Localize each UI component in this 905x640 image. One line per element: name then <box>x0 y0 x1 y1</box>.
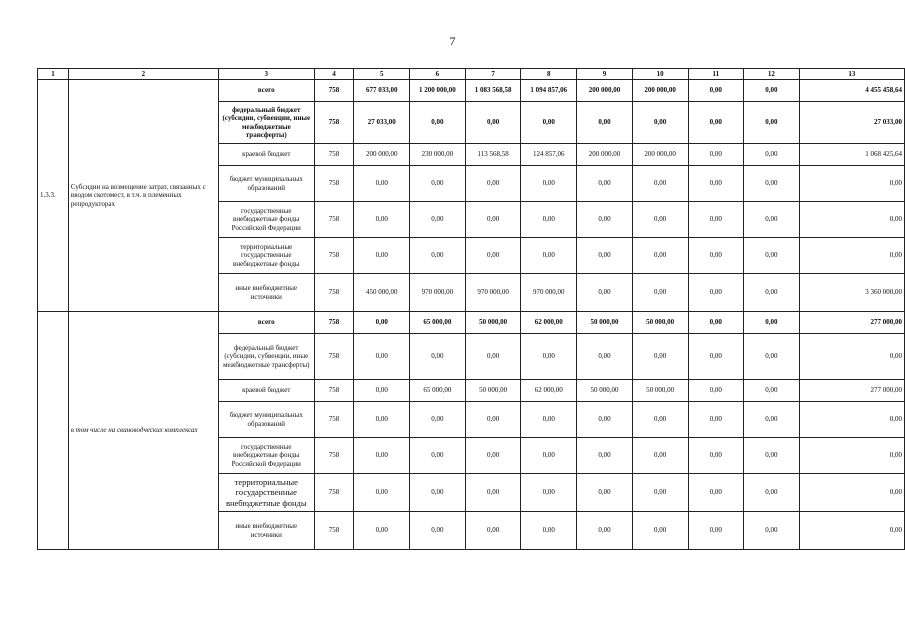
amount-cell: 0,00 <box>465 102 521 144</box>
amount-cell: 0,00 <box>521 238 577 274</box>
amount-cell: 0,00 <box>410 166 466 202</box>
amount-cell: 0,00 <box>688 274 744 312</box>
funding-source: территориальные государственные внебюджетные фонды <box>218 474 314 512</box>
amount-cell: 0,00 <box>354 438 410 474</box>
amount-cell: 200 000,00 <box>577 80 633 102</box>
page-number: 7 <box>449 34 456 48</box>
amount-cell: 0,00 <box>521 402 577 438</box>
amount-cell: 0,00 <box>744 402 800 438</box>
amount-cell: 0,00 <box>465 202 521 238</box>
column-header: 6 <box>410 69 466 80</box>
amount-cell: 0,00 <box>688 402 744 438</box>
amount-cell: 0,00 <box>744 438 800 474</box>
amount-cell: 0,00 <box>744 380 800 402</box>
amount-cell: 0,00 <box>632 274 688 312</box>
amount-cell: 1 083 568,58 <box>465 80 521 102</box>
amount-cell: 0,00 <box>577 512 633 550</box>
amount-cell: 970 000,00 <box>521 274 577 312</box>
amount-cell: 0,00 <box>744 202 800 238</box>
section-name: Субсидии на возмещение затрат, связанных с вводом скотомест, в т.ч. в племенных репродукторах <box>68 80 218 312</box>
amount-cell: 0,00 <box>799 238 904 274</box>
amount-cell: 0,00 <box>744 80 800 102</box>
column-header: 9 <box>577 69 633 80</box>
column-header: 5 <box>354 69 410 80</box>
amount-cell: 0,00 <box>799 512 904 550</box>
funding-source: всего <box>218 80 314 102</box>
section-code: 1.3.3. <box>38 80 69 312</box>
table-row <box>38 312 905 334</box>
amount-cell: 0,00 <box>799 334 904 380</box>
column-header: 1 <box>38 69 69 80</box>
amount-cell: 0,00 <box>744 312 800 334</box>
column-header: 4 <box>314 69 354 80</box>
amount-cell: 0,00 <box>410 202 466 238</box>
funding-source: бюджет муниципальных образований <box>218 166 314 202</box>
column-header: 8 <box>521 69 577 80</box>
funding-source: краевой бюджет <box>218 380 314 402</box>
amount-cell: 0,00 <box>577 474 633 512</box>
funding-source: краевой бюджет <box>218 144 314 166</box>
amount-cell: 0,00 <box>632 238 688 274</box>
amount-cell: 0,00 <box>799 402 904 438</box>
amount-cell: 0,00 <box>632 202 688 238</box>
amount-cell: 0,00 <box>744 474 800 512</box>
amount-cell: 230 000,00 <box>410 144 466 166</box>
amount-cell: 677 033,00 <box>354 80 410 102</box>
amount-cell: 0,00 <box>632 102 688 144</box>
column-header: 12 <box>744 69 800 80</box>
funding-source: территориальные государственные внебюджетные фонды <box>218 238 314 274</box>
grbs-code-cell: 758 <box>314 402 354 438</box>
amount-cell: 0,00 <box>354 238 410 274</box>
amount-cell: 50 000,00 <box>577 380 633 402</box>
amount-cell: 50 000,00 <box>465 380 521 402</box>
amount-cell: 0,00 <box>521 512 577 550</box>
amount-cell: 0,00 <box>632 438 688 474</box>
amount-cell: 124 857,06 <box>521 144 577 166</box>
amount-cell: 0,00 <box>577 438 633 474</box>
amount-cell: 0,00 <box>410 102 466 144</box>
amount-cell: 0,00 <box>577 102 633 144</box>
amount-cell: 0,00 <box>632 166 688 202</box>
amount-cell: 0,00 <box>744 144 800 166</box>
amount-cell: 0,00 <box>465 474 521 512</box>
grbs-code-cell: 758 <box>314 202 354 238</box>
amount-cell: 0,00 <box>410 512 466 550</box>
amount-cell: 0,00 <box>632 474 688 512</box>
table-row <box>38 80 905 102</box>
grbs-code-cell: 758 <box>314 238 354 274</box>
table-body <box>38 69 905 550</box>
section-name: в том числе на свиноводческих комплексах <box>68 312 218 550</box>
amount-cell: 0,00 <box>465 402 521 438</box>
amount-cell: 0,00 <box>799 202 904 238</box>
amount-cell: 0,00 <box>799 474 904 512</box>
grbs-code-cell: 758 <box>314 334 354 380</box>
amount-cell: 27 033,00 <box>799 102 904 144</box>
budget-table <box>37 68 905 550</box>
column-header: 3 <box>218 69 314 80</box>
funding-source: федеральный бюджет (субсидии, субвенции, иные межбюджетные трансферты) <box>218 102 314 144</box>
column-header: 13 <box>799 69 904 80</box>
grbs-code-cell: 758 <box>314 80 354 102</box>
amount-cell: 0,00 <box>465 438 521 474</box>
amount-cell: 0,00 <box>465 238 521 274</box>
grbs-code-cell: 758 <box>314 380 354 402</box>
amount-cell: 50 000,00 <box>465 312 521 334</box>
amount-cell: 0,00 <box>354 166 410 202</box>
amount-cell: 113 568,58 <box>465 144 521 166</box>
amount-cell: 0,00 <box>521 334 577 380</box>
amount-cell: 0,00 <box>744 512 800 550</box>
amount-cell: 0,00 <box>688 312 744 334</box>
amount-cell: 277 000,00 <box>799 312 904 334</box>
amount-cell: 0,00 <box>632 512 688 550</box>
grbs-code-cell: 758 <box>314 274 354 312</box>
amount-cell: 0,00 <box>688 474 744 512</box>
grbs-code-cell: 758 <box>314 474 354 512</box>
amount-cell: 0,00 <box>354 402 410 438</box>
amount-cell: 0,00 <box>521 474 577 512</box>
amount-cell: 277 000,00 <box>799 380 904 402</box>
amount-cell: 0,00 <box>410 402 466 438</box>
amount-cell: 0,00 <box>354 312 410 334</box>
funding-source: федеральный бюджет (субсидии, субвенции, иные межбюджетные трансферты) <box>218 334 314 380</box>
amount-cell: 0,00 <box>688 238 744 274</box>
amount-cell: 0,00 <box>577 202 633 238</box>
amount-cell: 0,00 <box>354 334 410 380</box>
grbs-code-cell: 758 <box>314 166 354 202</box>
funding-source: государственные внебюджетные фонды Российской Федерации <box>218 438 314 474</box>
amount-cell: 0,00 <box>632 334 688 380</box>
amount-cell: 0,00 <box>688 438 744 474</box>
grbs-code-cell: 758 <box>314 312 354 334</box>
amount-cell: 0,00 <box>410 438 466 474</box>
amount-cell: 0,00 <box>465 166 521 202</box>
amount-cell: 200 000,00 <box>632 80 688 102</box>
grbs-code-cell: 758 <box>314 102 354 144</box>
amount-cell: 0,00 <box>354 512 410 550</box>
amount-cell: 200 000,00 <box>354 144 410 166</box>
column-header: 11 <box>688 69 744 80</box>
amount-cell: 4 455 458,64 <box>799 80 904 102</box>
amount-cell: 0,00 <box>465 512 521 550</box>
amount-cell: 0,00 <box>688 144 744 166</box>
amount-cell: 0,00 <box>799 166 904 202</box>
amount-cell: 50 000,00 <box>632 380 688 402</box>
amount-cell: 3 360 000,00 <box>799 274 904 312</box>
amount-cell: 0,00 <box>799 438 904 474</box>
grbs-code-cell: 758 <box>314 144 354 166</box>
amount-cell: 0,00 <box>688 380 744 402</box>
amount-cell: 0,00 <box>688 202 744 238</box>
grbs-code-cell: 758 <box>314 512 354 550</box>
amount-cell: 1 094 857,06 <box>521 80 577 102</box>
amount-cell: 62 000,00 <box>521 312 577 334</box>
amount-cell: 0,00 <box>744 166 800 202</box>
amount-cell: 65 000,00 <box>410 380 466 402</box>
amount-cell: 970 000,00 <box>465 274 521 312</box>
funding-source: иные внебюджетные источники <box>218 274 314 312</box>
column-header: 10 <box>632 69 688 80</box>
amount-cell: 200 000,00 <box>577 144 633 166</box>
amount-cell: 0,00 <box>354 202 410 238</box>
amount-cell: 0,00 <box>410 334 466 380</box>
amount-cell: 0,00 <box>577 402 633 438</box>
section-code <box>38 312 69 550</box>
funding-source: всего <box>218 312 314 334</box>
amount-cell: 0,00 <box>744 102 800 144</box>
amount-cell: 0,00 <box>688 166 744 202</box>
amount-cell: 0,00 <box>521 202 577 238</box>
header-row <box>38 69 905 80</box>
amount-cell: 0,00 <box>744 334 800 380</box>
amount-cell: 0,00 <box>744 238 800 274</box>
amount-cell: 450 000,00 <box>354 274 410 312</box>
amount-cell: 65 000,00 <box>410 312 466 334</box>
amount-cell: 27 033,00 <box>354 102 410 144</box>
funding-source: иные внебюджетные источники <box>218 512 314 550</box>
amount-cell: 0,00 <box>632 402 688 438</box>
amount-cell: 50 000,00 <box>577 312 633 334</box>
amount-cell: 0,00 <box>521 166 577 202</box>
column-header: 7 <box>465 69 521 80</box>
amount-cell: 0,00 <box>354 380 410 402</box>
amount-cell: 0,00 <box>688 102 744 144</box>
amount-cell: 0,00 <box>577 166 633 202</box>
amount-cell: 0,00 <box>354 474 410 512</box>
amount-cell: 0,00 <box>688 512 744 550</box>
funding-source: государственные внебюджетные фонды Российской Федерации <box>218 202 314 238</box>
amount-cell: 0,00 <box>577 238 633 274</box>
amount-cell: 0,00 <box>688 334 744 380</box>
amount-cell: 50 000,00 <box>632 312 688 334</box>
amount-cell: 1 200 000,00 <box>410 80 466 102</box>
amount-cell: 970 000,00 <box>410 274 466 312</box>
amount-cell: 0,00 <box>744 274 800 312</box>
grbs-code-cell: 758 <box>314 438 354 474</box>
amount-cell: 0,00 <box>521 438 577 474</box>
amount-cell: 0,00 <box>410 474 466 512</box>
amount-cell: 0,00 <box>465 334 521 380</box>
column-header: 2 <box>68 69 218 80</box>
amount-cell: 0,00 <box>410 238 466 274</box>
amount-cell: 0,00 <box>688 80 744 102</box>
amount-cell: 0,00 <box>577 334 633 380</box>
amount-cell: 0,00 <box>521 102 577 144</box>
funding-source: бюджет муниципальных образований <box>218 402 314 438</box>
amount-cell: 62 000,00 <box>521 380 577 402</box>
amount-cell: 1 068 425,64 <box>799 144 904 166</box>
amount-cell: 200 000,00 <box>632 144 688 166</box>
amount-cell: 0,00 <box>577 274 633 312</box>
